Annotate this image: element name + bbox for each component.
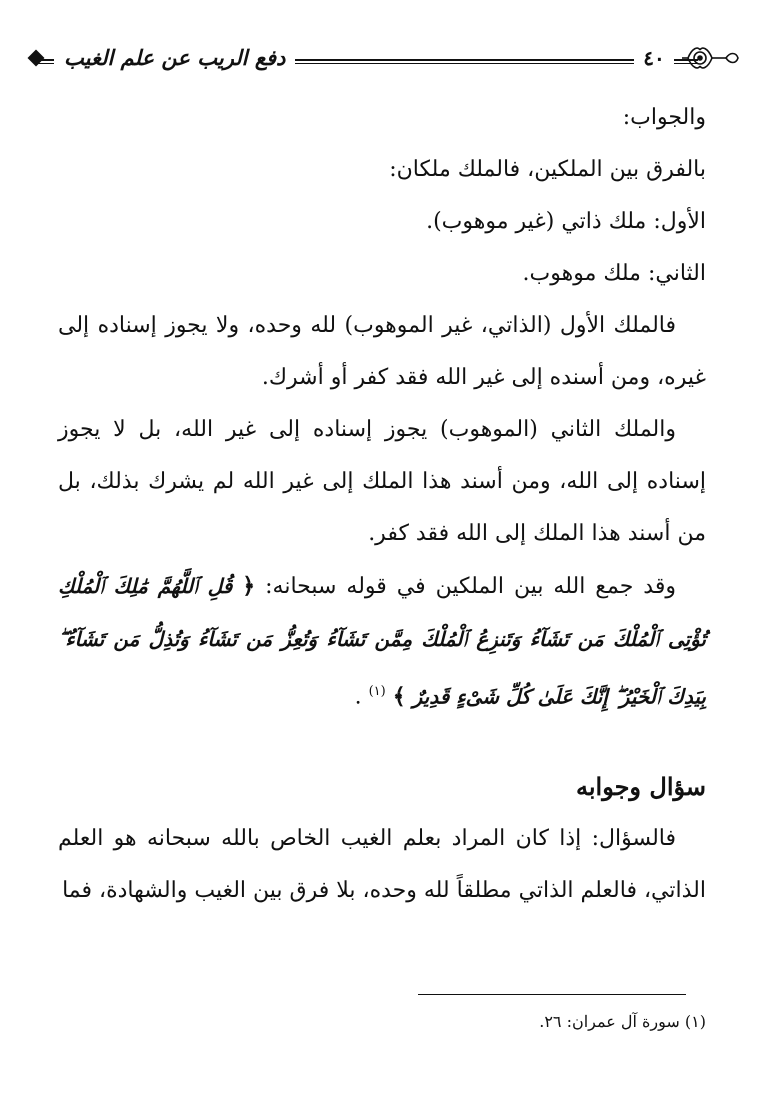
paragraph: والملك الثاني (الموهوب) يجوز إسناده إلى غير الله، بل لا يجوز إسناده إلى الله، ومن أسند هذا الملك إلى غير الله لم يشرك بذلك، بل من أسند هذا الملك إلى الله فقد كفر. [58,417,706,546]
quran-paragraph [58,560,706,723]
paragraph: بالفرق بين الملكين، فالملك ملكان: [389,157,706,182]
body-text [58,92,706,917]
footnote-divider [418,994,686,995]
quran-verse: قُلِ ٱللَّهُمَّ مَٰلِكَ ٱلْمُلْكِ تُؤْتِى ٱلْمُلْكَ مَن تَشَآءُ وَتَنزِعُ ٱلْمُلْكَ مِمَّن تَشَآءُ وَتُعِزُّ مَن تَشَآءُ وَتُذِلُّ مَن تَشَآءُ ۖ بِيَدِكَ ٱلْخَيْرُ ۖ إِنَّكَ عَلَىٰ كُلِّ شَىْءٍ قَدِيرٌ [58,574,706,709]
page-header [28,36,750,82]
footnote: (١) سورة آل عمران: ٢٦. [539,1012,706,1031]
period: . [354,684,362,710]
running-title: دفع الريب عن علم الغيب [54,38,295,78]
quran-bracket-open: ﴿ [242,573,256,599]
answer-label: والجواب: [622,105,706,130]
page-number: ٤٠ [634,40,674,76]
paragraph: الثاني: ملك موهوب. [522,261,706,286]
section-heading: سؤال وجوابه [575,772,706,802]
paragraph: الأول: ملك ذاتي (غير موهوب). [426,209,706,234]
paragraph: فالملك الأول (الذاتي، غير الموهوب) لله وحده، ولا يجوز إسناده إلى غيره، ومن أسنده إلى غير الله فقد كفر أو أشرك. [58,313,706,390]
quran-bracket-close: ﴾ [392,683,406,710]
paragraph: فالسؤال: إذا كان المراد بعلم الغيب الخاص بالله سبحانه هو العلم الذاتي، فالعلم الذاتي مطلقاً لله وحده، بلا فرق بين الغيب والشهادة، فما [58,826,706,904]
floral-ornament-icon [678,40,744,76]
footnote-marker: (١) [368,684,386,699]
paragraph-intro: وقد جمع الله بين الملكين في قوله سبحانه: [265,574,676,599]
